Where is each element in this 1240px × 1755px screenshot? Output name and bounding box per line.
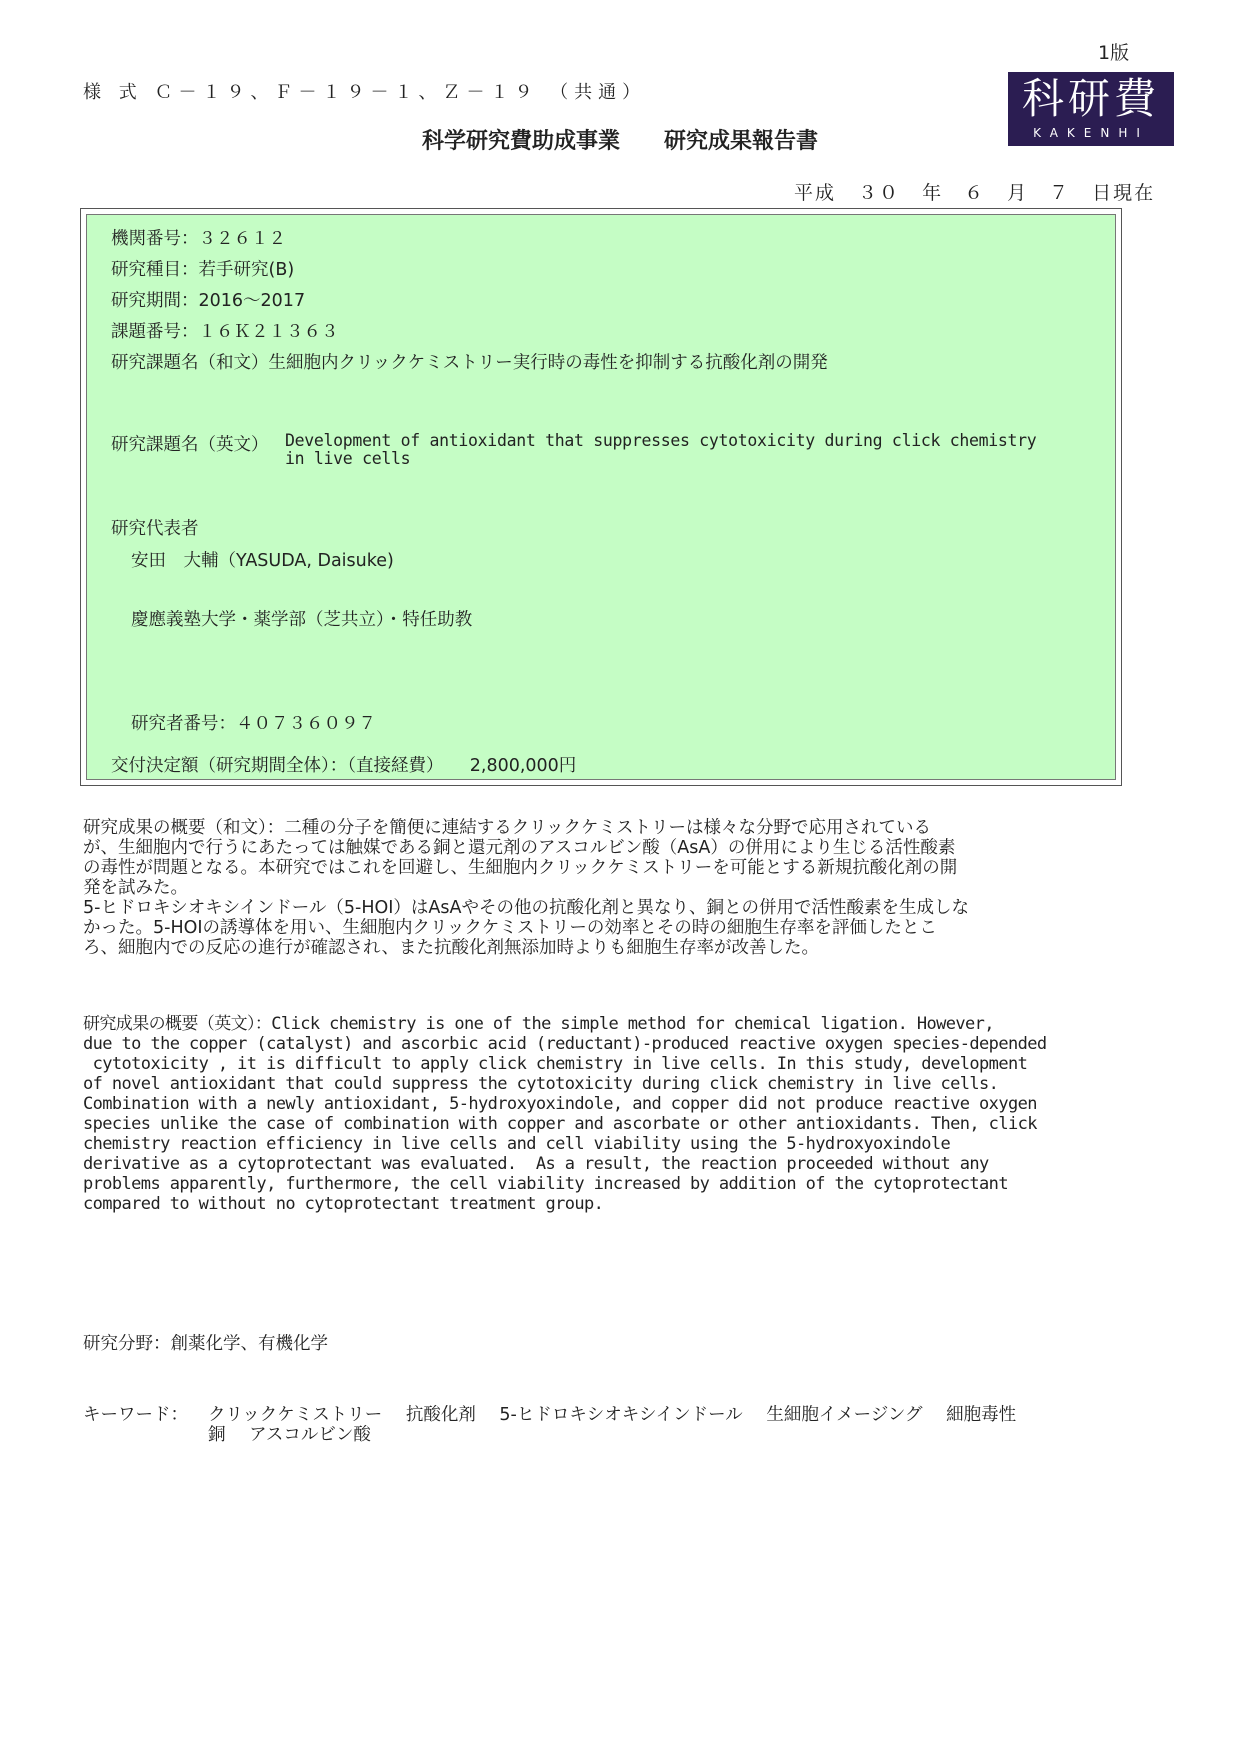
summary-en-line: problems apparently, furthermore, the cell viability increased by addition of the cytoprotectant: [83, 1174, 1008, 1194]
institution-number: 機関番号：３２６１２: [111, 229, 286, 249]
summary-ja-line: かった。5-HOIの誘導体を用い、生細胞内クリックケミストリーの効率とその時の細胞生存率を評価したとこ: [83, 918, 937, 938]
project-title-en-label: 研究課題名（英文）: [111, 435, 269, 455]
logo-kanji: 科研費: [1021, 74, 1160, 123]
summary-ja-line: の毒性が問題となる。本研究ではこれを回避し、生細胞内クリックケミストリーを可能とする新規抗酸化剤の開: [83, 858, 958, 878]
summary-en-line: derivative as a cytoprotectant was evaluated. As a result, the reaction proceeded without any: [83, 1154, 989, 1174]
summary-en-line: cytotoxicity , it is difficult to apply click chemistry in live cells. In this study, development: [83, 1054, 1028, 1074]
summary-english: [83, 1014, 1123, 1214]
project-title-ja: 研究課題名（和文）生細胞内クリックケミストリー実行時の毒性を抑制する抗酸化剤の開発: [111, 353, 828, 373]
summary-en-line: Combination with a newly antioxidant, 5-hydroxyoxindole, and copper did not produce reactive oxygen: [83, 1094, 1037, 1114]
summary-ja-line: 発を試みた。: [83, 878, 188, 898]
keywords-line2: 銅 アスコルビン酸: [208, 1425, 371, 1445]
keywords-label: キーワード：: [83, 1405, 188, 1425]
summary-en-line: 研究成果の概要（英文）：Click chemistry is one of the simple method for chemical ligation. However,: [83, 1014, 994, 1034]
report-date: 平成 ３０ 年 ６ 月 ７ 日現在: [794, 182, 1156, 204]
researcher-number: 研究者番号：４０７３６０９７: [131, 714, 376, 734]
edition-label: 1版: [1098, 42, 1130, 64]
project-title-en-line1: Development of antioxidant that suppresses cytotoxicity during click chemistry: [285, 431, 1037, 450]
keywords-line1: クリックケミストリー 抗酸化剤 5-ヒドロキシオキシインドール 生細胞イメージング 細胞毒性: [208, 1405, 1017, 1425]
research-period: 研究期間：2016～2017: [111, 291, 306, 311]
project-info-box: [80, 208, 1122, 786]
page-title: 科学研究費助成事業 研究成果報告書: [422, 129, 819, 154]
grant-amount: 交付決定額（研究期間全体）：（直接経費） 2,800,000円: [111, 756, 577, 776]
summary-en-line: species unlike the case of combination with copper and ascorbate or other antioxidants. Then, click: [83, 1114, 1037, 1134]
affiliation: 慶應義塾大学・薬学部（芝共立）・特任助教: [131, 610, 473, 630]
project-title-en-line2: in live cells: [285, 449, 411, 468]
summary-ja-line: 5-ヒドロキシオキシインドール（5-HOI）はAsAやその他の抗酸化剤と異なり、銅との併用で活性酸素を生成しな: [83, 898, 969, 918]
kakenhi-logo: [1008, 72, 1174, 146]
research-type: 研究種目：若手研究(B): [111, 260, 295, 280]
summary-ja-line: 研究成果の概要（和文）：二種の分子を簡便に連結するクリックケミストリーは様々な分野で応用されている: [83, 818, 932, 838]
representative-name: 安田 大輔（YASUDA, Daisuke): [131, 551, 394, 571]
representative-label: 研究代表者: [111, 519, 199, 539]
summary-en-line: of novel antioxidant that could suppress the cytotoxicity during click chemistry in live cells.: [83, 1074, 999, 1094]
summary-en-line: compared to without no cytoprotectant treatment group.: [83, 1194, 604, 1214]
project-info-panel: [86, 214, 1116, 780]
summary-en-line: chemistry reaction efficiency in live cells and cell viability using the 5-hydroxyoxindole: [83, 1134, 951, 1154]
summary-ja-line: が、生細胞内で行うにあたっては触媒である銅と還元剤のアスコルビン酸（AsA）の併用により生じる活性酸素: [83, 838, 956, 858]
summary-en-line: due to the copper (catalyst) and ascorbic acid (reductant)-produced reactive oxygen species-depended: [83, 1034, 1047, 1054]
summary-japanese: [83, 818, 1123, 958]
summary-ja-line: ろ、細胞内での反応の進行が確認され、また抗酸化剤無添加時よりも細胞生存率が改善した。: [83, 938, 820, 958]
logo-roman: KAKENHI: [1033, 126, 1149, 140]
form-number: 様 式 Ｃ－１９、Ｆ－１９－１、Ｚ－１９ （共通）: [83, 82, 647, 103]
research-field: 研究分野：創薬化学、有機化学: [83, 1334, 328, 1354]
project-number: 課題番号：１６Ｋ２１３６３: [111, 322, 339, 342]
